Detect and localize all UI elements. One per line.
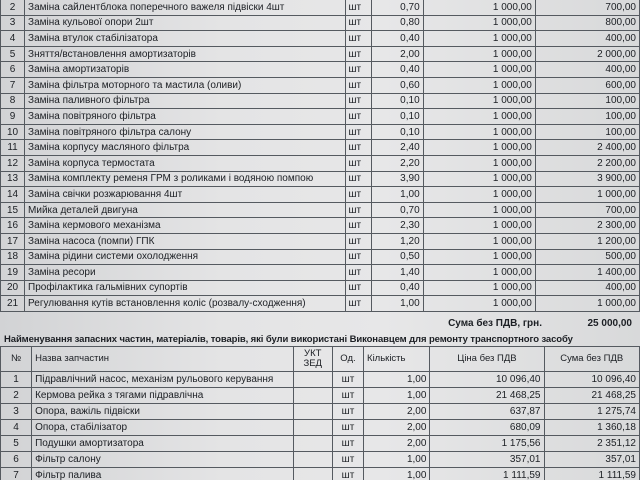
quantity: 1,00 xyxy=(364,452,430,468)
parts-section-title: Найменування запасних частин, матеріалів, товарів, які були використані Виконавцем для ремонту транспортного засобу xyxy=(4,334,573,345)
table-row xyxy=(1,452,640,468)
price: 1 000,00 xyxy=(423,109,535,125)
unit: шт xyxy=(345,280,371,296)
quantity: 0,70 xyxy=(371,0,423,15)
part-name: Подушки амортизатора xyxy=(32,436,293,452)
price: 1 000,00 xyxy=(423,155,535,171)
table-row xyxy=(1,468,640,480)
row-number: 6 xyxy=(1,452,32,468)
quantity: 1,00 xyxy=(371,296,423,312)
work-name: Регулювання кутів встановлення коліс (розвалу-сходження) xyxy=(25,296,346,312)
quantity: 2,00 xyxy=(364,404,430,420)
table-row xyxy=(1,420,640,436)
table-row xyxy=(1,46,640,62)
unit: шт xyxy=(345,171,371,187)
row-number: 5 xyxy=(1,46,25,62)
price: 1 000,00 xyxy=(423,15,535,31)
work-name: Заміна кермового механізма xyxy=(25,218,346,234)
header-qty: Кількість xyxy=(364,347,430,372)
table-row xyxy=(1,202,640,218)
header-unit: Од. xyxy=(332,347,363,372)
unit: шт xyxy=(345,124,371,140)
work-name: Заміна повітряного фільтра салону xyxy=(25,124,346,140)
quantity: 0,60 xyxy=(371,77,423,93)
table-row xyxy=(1,77,640,93)
row-number: 15 xyxy=(1,202,25,218)
work-total-value: 25 000,00 xyxy=(587,318,632,329)
unit: шт xyxy=(345,140,371,156)
quantity: 0,40 xyxy=(371,31,423,47)
table-row xyxy=(1,171,640,187)
work-table-body xyxy=(1,0,640,311)
price: 1 000,00 xyxy=(423,187,535,203)
unit: шт xyxy=(332,404,363,420)
part-name: Опора, стабілізатор xyxy=(32,420,293,436)
unit: шт xyxy=(345,296,371,312)
work-name: Заміна кульової опори 2шт xyxy=(25,15,346,31)
table-row xyxy=(1,280,640,296)
sum: 2 351,12 xyxy=(544,436,640,452)
quantity: 1,00 xyxy=(371,187,423,203)
sum: 500,00 xyxy=(535,249,639,265)
quantity: 0,40 xyxy=(371,280,423,296)
quantity: 1,00 xyxy=(364,372,430,388)
work-name: Заміна амортизаторів xyxy=(25,62,346,78)
row-number: 7 xyxy=(1,77,25,93)
table-row xyxy=(1,15,640,31)
unit: шт xyxy=(345,46,371,62)
sum: 3 900,00 xyxy=(535,171,639,187)
table-row xyxy=(1,404,640,420)
work-total-label: Сума без ПДВ, грн. xyxy=(448,318,542,329)
sum: 700,00 xyxy=(535,0,639,15)
sum: 100,00 xyxy=(535,93,639,109)
row-number: 13 xyxy=(1,171,25,187)
unit: шт xyxy=(332,388,363,404)
quantity: 0,70 xyxy=(371,202,423,218)
row-number: 11 xyxy=(1,140,25,156)
row-number: 1 xyxy=(1,372,32,388)
work-name: Мийка деталей двигуна xyxy=(25,202,346,218)
quantity: 2,40 xyxy=(371,140,423,156)
unit: шт xyxy=(345,265,371,281)
work-name: Заміна рідини системи охолодження xyxy=(25,249,346,265)
quantity: 1,20 xyxy=(371,233,423,249)
row-number: 4 xyxy=(1,31,25,47)
sum: 700,00 xyxy=(535,202,639,218)
quantity: 1,00 xyxy=(364,468,430,480)
unit: шт xyxy=(332,372,363,388)
price: 680,09 xyxy=(430,420,544,436)
unit: шт xyxy=(345,233,371,249)
header-num: № xyxy=(1,347,32,372)
price: 1 000,00 xyxy=(423,93,535,109)
sum: 1 360,18 xyxy=(544,420,640,436)
sum: 100,00 xyxy=(535,109,639,125)
price: 1 000,00 xyxy=(423,31,535,47)
table-row xyxy=(1,265,640,281)
quantity: 2,30 xyxy=(371,218,423,234)
table-row xyxy=(1,140,640,156)
unit: шт xyxy=(345,15,371,31)
header-price: Ціна без ПДВ xyxy=(430,347,544,372)
sum: 2 300,00 xyxy=(535,218,639,234)
ukt-code xyxy=(293,404,332,420)
row-number: 3 xyxy=(1,15,25,31)
table-row xyxy=(1,155,640,171)
table-row xyxy=(1,93,640,109)
quantity: 0,40 xyxy=(371,62,423,78)
table-row xyxy=(1,62,640,78)
table-row xyxy=(1,296,640,312)
price: 1 000,00 xyxy=(423,249,535,265)
table-row xyxy=(1,249,640,265)
unit: шт xyxy=(332,452,363,468)
ukt-code xyxy=(293,372,332,388)
row-number: 10 xyxy=(1,124,25,140)
row-number: 14 xyxy=(1,187,25,203)
sum: 800,00 xyxy=(535,15,639,31)
price: 1 000,00 xyxy=(423,218,535,234)
unit: шт xyxy=(345,93,371,109)
row-number: 19 xyxy=(1,265,25,281)
row-number: 7 xyxy=(1,468,32,480)
unit: шт xyxy=(345,218,371,234)
ukt-code xyxy=(293,468,332,480)
table-row xyxy=(1,436,640,452)
ukt-code xyxy=(293,388,332,404)
sum: 2 000,00 xyxy=(535,46,639,62)
ukt-code xyxy=(293,436,332,452)
sum: 2 400,00 xyxy=(535,140,639,156)
table-row xyxy=(1,372,640,388)
quantity: 2,00 xyxy=(364,420,430,436)
quantity: 2,00 xyxy=(364,436,430,452)
unit: шт xyxy=(332,436,363,452)
work-name: Заміна втулок стабілізатора xyxy=(25,31,346,47)
unit: шт xyxy=(332,468,363,480)
price: 637,87 xyxy=(430,404,544,420)
work-name: Заміна сайлентблока поперечного важеля підвіски 4шт xyxy=(25,0,346,15)
sum: 1 111,59 xyxy=(544,468,640,480)
row-number: 8 xyxy=(1,93,25,109)
part-name: Фільтр палива xyxy=(32,468,293,480)
part-name: Опора, важіль підвіски xyxy=(32,404,293,420)
table-row xyxy=(1,0,640,15)
price: 1 000,00 xyxy=(423,171,535,187)
row-number: 9 xyxy=(1,109,25,125)
quantity: 0,50 xyxy=(371,249,423,265)
quantity: 1,40 xyxy=(371,265,423,281)
table-row xyxy=(1,233,640,249)
work-name: Заміна ресори xyxy=(25,265,346,281)
price: 1 175,56 xyxy=(430,436,544,452)
price: 10 096,40 xyxy=(430,372,544,388)
sum: 400,00 xyxy=(535,280,639,296)
price: 1 000,00 xyxy=(423,62,535,78)
quantity: 2,00 xyxy=(371,46,423,62)
work-total-line xyxy=(0,316,640,332)
unit: шт xyxy=(345,187,371,203)
part-name: Підравлічний насос, механізм рульового керування xyxy=(32,372,293,388)
sum: 400,00 xyxy=(535,62,639,78)
header-sum: Сума без ПДВ xyxy=(544,347,640,372)
table-row xyxy=(1,187,640,203)
price: 1 000,00 xyxy=(423,77,535,93)
work-name: Заміна корпусу масляного фільтра xyxy=(25,140,346,156)
ukt-code xyxy=(293,420,332,436)
unit: шт xyxy=(332,420,363,436)
sum: 1 200,00 xyxy=(535,233,639,249)
work-name: Заміна паливного фільтра xyxy=(25,93,346,109)
unit: шт xyxy=(345,249,371,265)
unit: шт xyxy=(345,155,371,171)
row-number: 3 xyxy=(1,404,32,420)
unit: шт xyxy=(345,31,371,47)
sum: 1 400,00 xyxy=(535,265,639,281)
sum: 21 468,25 xyxy=(544,388,640,404)
price: 357,01 xyxy=(430,452,544,468)
price: 1 000,00 xyxy=(423,46,535,62)
sum: 100,00 xyxy=(535,124,639,140)
quantity: 1,00 xyxy=(364,388,430,404)
table-row xyxy=(1,388,640,404)
row-number: 17 xyxy=(1,233,25,249)
work-name: Зняття/встановлення амортизаторів xyxy=(25,46,346,62)
table-row xyxy=(1,218,640,234)
part-name: Фільтр салону xyxy=(32,452,293,468)
part-name: Кермова рейка з тягами підравлічна xyxy=(32,388,293,404)
row-number: 20 xyxy=(1,280,25,296)
parts-table-body xyxy=(1,372,640,480)
unit: шт xyxy=(345,77,371,93)
header-ukt: УКТ ЗЕД xyxy=(293,347,332,372)
price: 1 111,59 xyxy=(430,468,544,480)
sum: 400,00 xyxy=(535,31,639,47)
price: 1 000,00 xyxy=(423,280,535,296)
unit: шт xyxy=(345,0,371,15)
work-name: Профілактика гальмівних супортів xyxy=(25,280,346,296)
price: 1 000,00 xyxy=(423,124,535,140)
row-number: 21 xyxy=(1,296,25,312)
price: 1 000,00 xyxy=(423,0,535,15)
sum: 10 096,40 xyxy=(544,372,640,388)
sum: 600,00 xyxy=(535,77,639,93)
work-name: Заміна фільтра моторного та мастила (оливи) xyxy=(25,77,346,93)
price: 21 468,25 xyxy=(430,388,544,404)
work-name: Заміна корпуса термостата xyxy=(25,155,346,171)
unit: шт xyxy=(345,202,371,218)
quantity: 0,80 xyxy=(371,15,423,31)
sum: 1 275,74 xyxy=(544,404,640,420)
unit: шт xyxy=(345,62,371,78)
row-number: 5 xyxy=(1,436,32,452)
ukt-code xyxy=(293,452,332,468)
quantity: 3,90 xyxy=(371,171,423,187)
row-number: 16 xyxy=(1,218,25,234)
quantity: 2,20 xyxy=(371,155,423,171)
price: 1 000,00 xyxy=(423,140,535,156)
row-number: 2 xyxy=(1,388,32,404)
quantity: 0,10 xyxy=(371,93,423,109)
work-name: Заміна свічки розжарювання 4шт xyxy=(25,187,346,203)
sum: 1 000,00 xyxy=(535,187,639,203)
table-row xyxy=(1,31,640,47)
row-number: 18 xyxy=(1,249,25,265)
table-row xyxy=(1,124,640,140)
unit: шт xyxy=(345,109,371,125)
work-name: Заміна комплекту ременя ГРМ з роликами і водяною помпою xyxy=(25,171,346,187)
sum: 357,01 xyxy=(544,452,640,468)
parts-header-row xyxy=(1,347,640,372)
price: 1 000,00 xyxy=(423,296,535,312)
quantity: 0,10 xyxy=(371,109,423,125)
table-row xyxy=(1,109,640,125)
price: 1 000,00 xyxy=(423,202,535,218)
row-number: 2 xyxy=(1,0,25,15)
header-name: Назва запчастин xyxy=(32,347,293,372)
row-number: 6 xyxy=(1,62,25,78)
price: 1 000,00 xyxy=(423,265,535,281)
parts-table xyxy=(0,346,640,480)
quantity: 0,10 xyxy=(371,124,423,140)
sum: 2 200,00 xyxy=(535,155,639,171)
price: 1 000,00 xyxy=(423,233,535,249)
row-number: 12 xyxy=(1,155,25,171)
row-number: 4 xyxy=(1,420,32,436)
work-name: Заміна повітряного фільтра xyxy=(25,109,346,125)
sum: 1 000,00 xyxy=(535,296,639,312)
work-name: Заміна насоса (помпи) ГПК xyxy=(25,233,346,249)
